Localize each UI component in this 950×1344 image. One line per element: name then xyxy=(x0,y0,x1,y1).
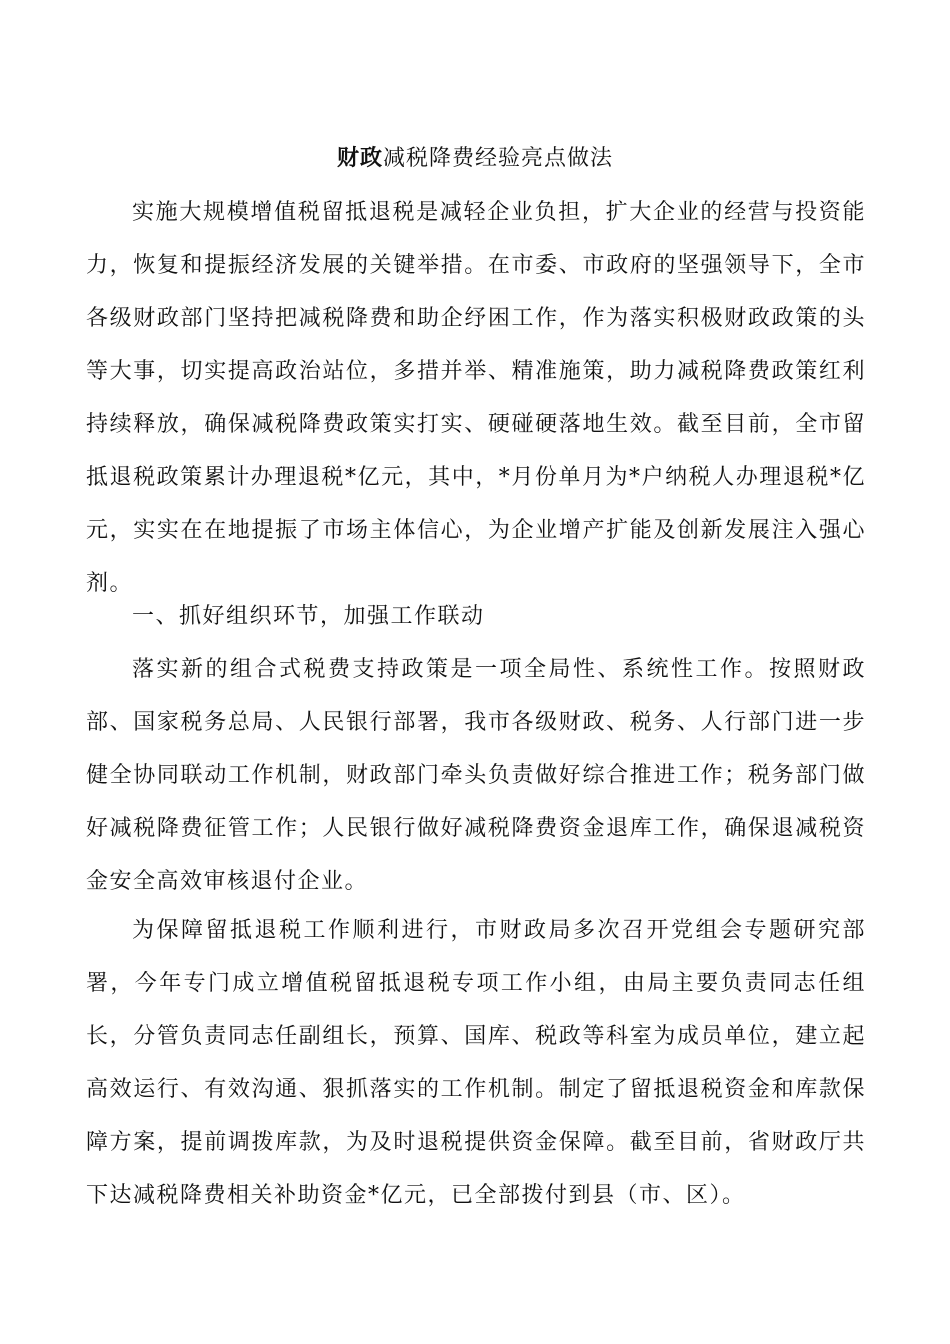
paragraph-coordination: 落实新的组合式税费支持政策是一项全局性、系统性工作。按照财政部、国家税务总局、人民银行部署，我市各级财政、税务、人行部门进一步健全协同联动工作机制，财政部门牵头负责做好综合推进工作；税务部门做好减税降费征管工作；人民银行做好减税降费资金退库工作，确保退减税资金安全高效审核退付企业。 xyxy=(86,657,866,894)
title-rest-part: 减税降费经验亮点做法 xyxy=(383,146,614,171)
section-heading-1: 一、抓好组织环节，加强工作联动 xyxy=(132,604,485,629)
title-bold-part: 财政 xyxy=(336,145,383,171)
document-title xyxy=(0,140,950,177)
paragraph-intro: 实施大规模增值税留抵退税是减轻企业负担，扩大企业的经营与投资能力，恢复和提振经济发展的关键举措。在市委、市政府的坚强领导下，全市各级财政部门坚持把减税降费和助企纾困工作，作为落实积极财政政策的头等大事，切实提高政治站位，多措并举、精准施策，助力减税降费政策红利持续释放，确保减税降费政策实打实、硬碰硬落地生效。截至目前，全市留抵退税政策累计办理退税*亿元，其中，*月份单月为*户纳税人办理退税*亿元，实实在在地提振了市场主体信心，为企业增产扩能及创新发展注入强心剂。 xyxy=(86,200,866,596)
paragraph-guarantee: 为保障留抵退税工作顺利进行，市财政局多次召开党组会专题研究部署，今年专门成立增值税留抵退税专项工作小组，由局主要负责同志任组长，分管负责同志任副组长，预算、国库、税政等科室为成员单位，建立起高效运行、有效沟通、狠抓落实的工作机制。制定了留抵退税资金和库款保障方案，提前调拨库款，为及时退税提供资金保障。截至目前，省财政厅共下达减税降费相关补助资金*亿元，已全部拨付到县（市、区）。 xyxy=(86,918,866,1208)
